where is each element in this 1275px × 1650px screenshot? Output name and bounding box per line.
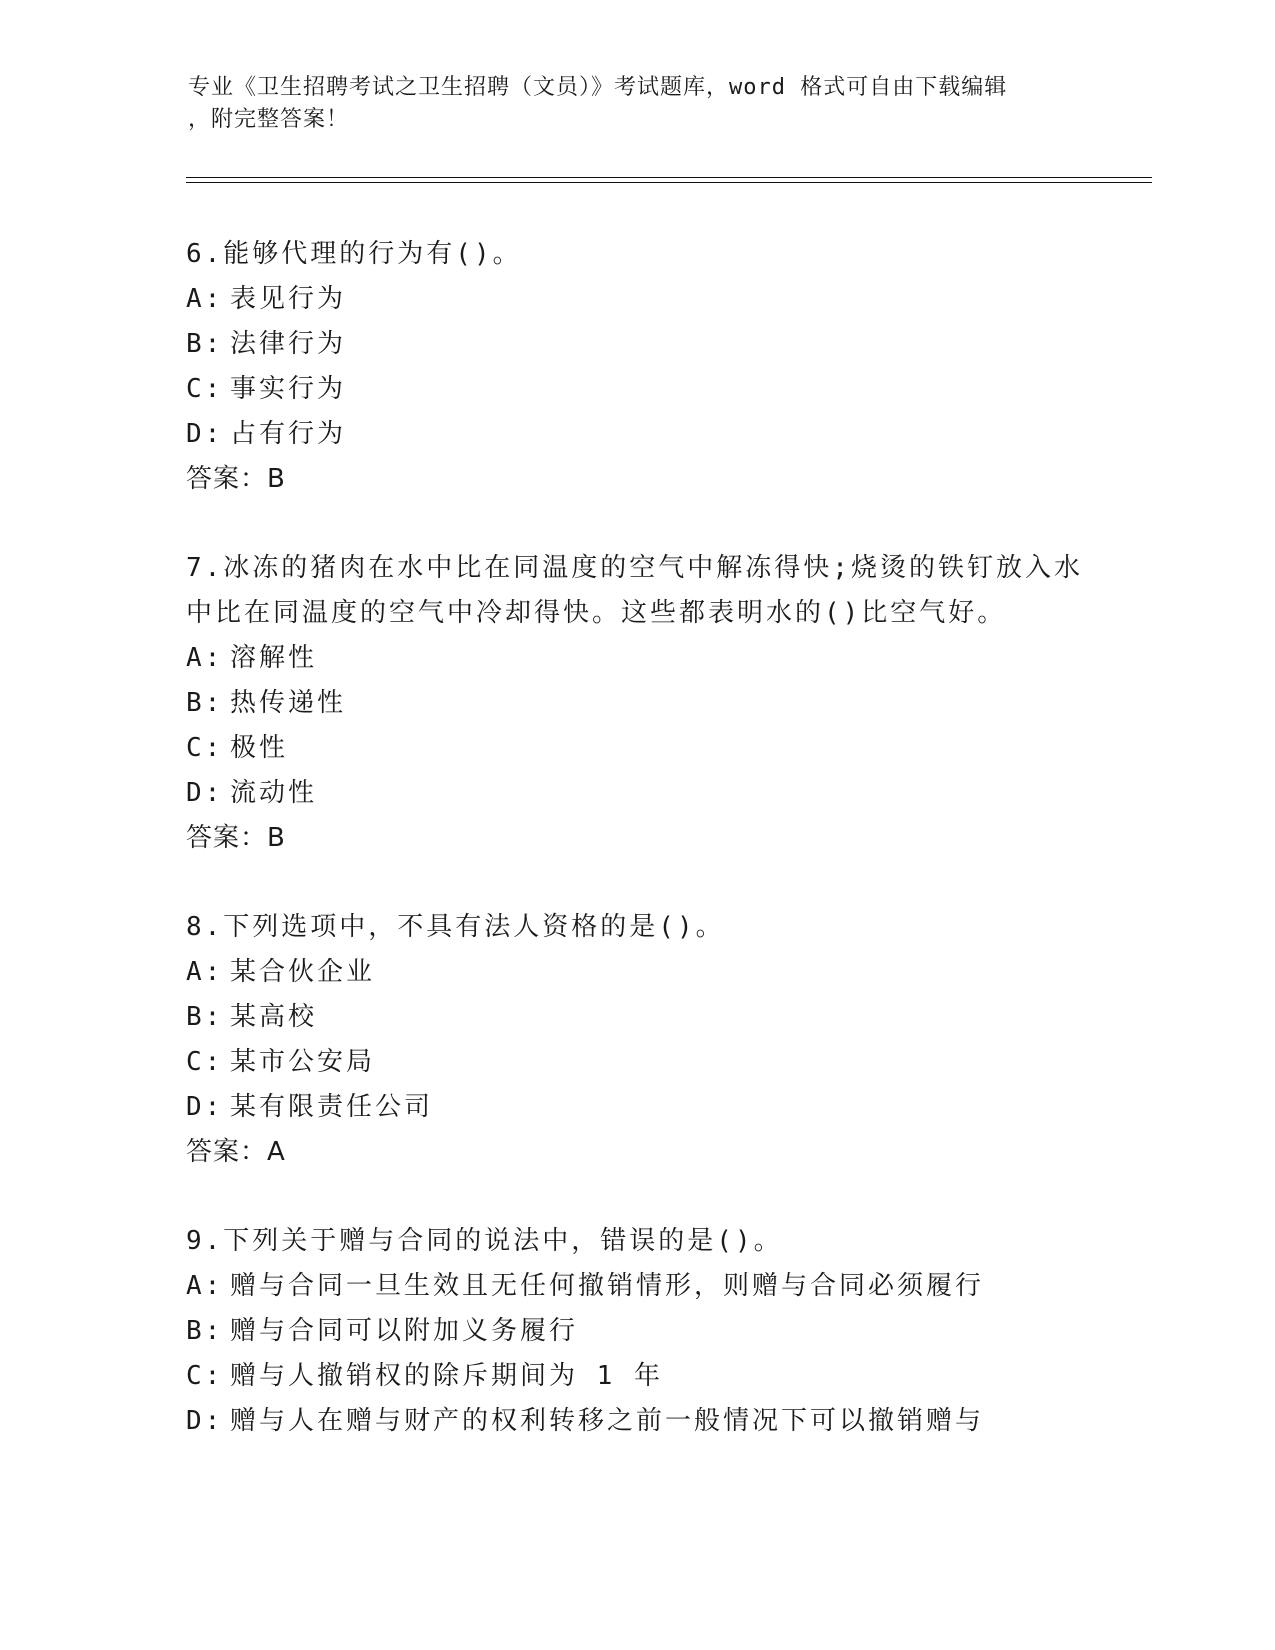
option-letter: A: [186,284,224,314]
option-text: 赠与合同一旦生效且无任何撤销情形，则赠与合同必须履行 [230,1271,985,1301]
option-b [186,681,1086,726]
option-letter: B: [186,329,224,359]
header-line-1: 专业《卫生招聘考试之卫生招聘（文员）》考试题库，word 格式可自由下载编辑 [188,75,1008,100]
option-text: 表见行为 [230,284,347,314]
option-c [186,1354,1086,1399]
option-d [186,771,1086,816]
option-text: 赠与人在赠与财产的权利转移之前一般情况下可以撤销赠与 [230,1406,985,1436]
option-b [186,322,1086,367]
option-a [186,1264,1086,1309]
option-letter: C: [186,1361,224,1391]
option-text: 事实行为 [230,374,347,404]
question-stem: 8.下列选项中，不具有法人资格的是()。 [186,912,725,942]
header-divider-bottom [186,182,1152,183]
question-stem: 9.下列关于赠与合同的说法中，错误的是()。 [186,1226,783,1256]
question-stem: 6.能够代理的行为有()。 [186,239,522,269]
option-letter: A: [186,1271,224,1301]
option-a [186,636,1086,681]
answer-line: 答案：B [186,823,286,853]
question-8 [186,905,1086,1175]
option-text: 热传递性 [230,688,347,718]
header-divider-top [186,177,1152,178]
option-letter: B: [186,688,224,718]
option-letter: D: [186,1092,224,1122]
option-letter: A: [186,957,224,987]
question-9 [186,1219,1086,1444]
option-c [186,367,1086,412]
option-text: 流动性 [230,778,318,808]
option-a [186,950,1086,995]
header-line-2: ，附完整答案！ [188,107,350,132]
option-letter: C: [186,374,224,404]
question-list [186,232,1086,1488]
option-d [186,1399,1086,1444]
option-text: 溶解性 [230,643,318,673]
option-letter: B: [186,1316,224,1346]
document-header [188,72,1088,136]
option-letter: C: [186,1047,224,1077]
option-text: 某市公安局 [230,1047,376,1077]
option-text: 某合伙企业 [230,957,376,987]
option-d [186,412,1086,457]
answer-line: 答案：B [186,464,286,494]
option-letter: D: [186,419,224,449]
option-d [186,1085,1086,1130]
question-stem: 7.冰冻的猪肉在水中比在同温度的空气中解冻得快;烧烫的铁钉放入水中比在同温度的空气中冷却得快。这些都表明水的()比空气好。 [186,553,1083,628]
option-text: 占有行为 [230,419,347,449]
option-a [186,277,1086,322]
option-text: 某高校 [230,1002,318,1032]
option-c [186,1040,1086,1085]
option-letter: B: [186,1002,224,1032]
option-b [186,995,1086,1040]
option-letter: D: [186,778,224,808]
question-6 [186,232,1086,502]
option-letter: A: [186,643,224,673]
option-c [186,726,1086,771]
question-7 [186,546,1086,861]
option-b [186,1309,1086,1354]
option-text: 极性 [230,733,289,763]
option-text: 赠与合同可以附加义务履行 [230,1316,579,1346]
option-letter: D: [186,1406,224,1436]
option-letter: C: [186,733,224,763]
answer-line: 答案：A [186,1137,286,1167]
option-text: 某有限责任公司 [230,1092,434,1122]
option-text: 赠与人撤销权的除斥期间为 1 年 [230,1361,663,1391]
option-text: 法律行为 [230,329,347,359]
